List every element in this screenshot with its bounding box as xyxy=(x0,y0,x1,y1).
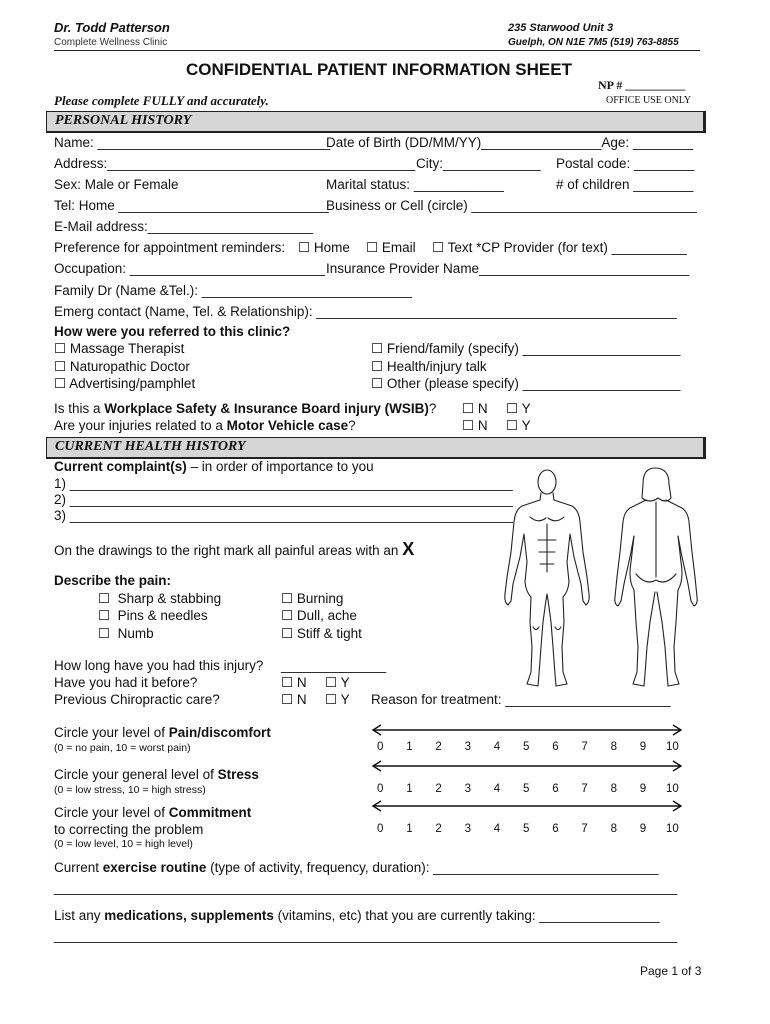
checkbox-icon[interactable]: ☐ xyxy=(506,418,519,433)
drawings-instruction: On the drawings to the right mark all painful areas with an X xyxy=(54,539,415,559)
scale-number[interactable]: 1 xyxy=(406,823,413,835)
checkbox-icon[interactable]: ☐ xyxy=(298,240,311,255)
page-number: Page 1 of 3 xyxy=(640,964,702,978)
pain-scale-arrow xyxy=(371,724,683,736)
scale-number[interactable]: 10 xyxy=(666,783,679,795)
had-before-no-option[interactable]: ☐ N xyxy=(281,675,307,690)
exercise-field[interactable]: Current exercise routine (type of activity, frequency, duration): ______________________________ xyxy=(54,860,659,875)
body-drawing-front-back[interactable] xyxy=(500,462,705,692)
checkbox-icon[interactable]: ☐ xyxy=(371,376,384,391)
np-number-field: NP # __________ xyxy=(598,78,686,92)
pain-numb-option[interactable]: ☐ Numb xyxy=(98,626,154,641)
clinic-name: Complete Wellness Clinic xyxy=(54,37,168,48)
insurance-field[interactable]: Insurance Provider Name____________________________ xyxy=(326,261,690,276)
checkbox-icon[interactable]: ☐ xyxy=(506,401,519,416)
section-current-health-history xyxy=(46,437,706,459)
referral-naturopathic[interactable]: ☐ Naturopathic Doctor xyxy=(54,359,190,374)
wsib-yes-option[interactable]: ☐ Y xyxy=(506,401,531,416)
checkbox-icon[interactable]: ☐ xyxy=(281,591,294,606)
wsib-no-option[interactable]: ☐ N xyxy=(462,401,488,416)
family-doctor-field[interactable]: Family Dr (Name &Tel.): ____________________________ xyxy=(54,283,412,298)
checkbox-icon[interactable]: ☐ xyxy=(54,359,67,374)
checkbox-icon[interactable]: ☐ xyxy=(281,675,294,690)
medications-field[interactable]: List any medications, supplements (vitamins, etc) that you are currently taking: ________________ xyxy=(54,908,660,923)
reminder-email-option[interactable]: ☐ Email xyxy=(366,240,416,255)
referral-question: How were you referred to this clinic? xyxy=(54,324,291,339)
previous-chiro-question: Previous Chiropractic care? xyxy=(54,692,220,707)
stress-scale-arrow xyxy=(371,760,683,772)
checkbox-icon[interactable]: ☐ xyxy=(371,359,384,374)
pain-scale-note: (0 = no pain, 10 = worst pain) xyxy=(54,742,191,754)
clinic-address: 235 Starwood Unit 3 xyxy=(508,22,614,34)
referral-advertising[interactable]: ☐ Advertising/pamphlet xyxy=(54,376,196,391)
referral-other[interactable]: ☐ Other (please specify) _____________________ xyxy=(371,376,681,391)
scale-number[interactable]: 8 xyxy=(610,741,617,753)
dob-age-field[interactable]: Date of Birth (DD/MM/YY)________________Age: ________ xyxy=(326,135,693,150)
complaint-label: Current complaint(s) – in order of importance to you xyxy=(54,459,374,474)
had-before-question: Have you had it before? xyxy=(54,675,198,690)
reminder-home-option[interactable]: ☐ Home xyxy=(298,240,350,255)
scale-number[interactable]: 1 xyxy=(406,783,413,795)
referral-health-talk[interactable]: ☐ Health/injury talk xyxy=(371,359,487,374)
checkbox-icon[interactable]: ☐ xyxy=(54,341,67,356)
pain-pins-option[interactable]: ☐ Pins & needles xyxy=(98,608,208,623)
checkbox-icon[interactable]: ☐ xyxy=(366,240,379,255)
checkbox-icon[interactable]: ☐ xyxy=(98,591,111,606)
checkbox-icon[interactable]: ☐ xyxy=(432,240,445,255)
previous-chiro-no-option[interactable]: ☐ N xyxy=(281,692,307,707)
mva-no-option[interactable]: ☐ N xyxy=(462,418,488,433)
commitment-scale-note: (0 = low level, 10 = high level) xyxy=(54,838,193,850)
referral-massage[interactable]: ☐ Massage Therapist xyxy=(54,341,185,356)
checkbox-icon[interactable]: ☐ xyxy=(325,675,338,690)
front-body-figure xyxy=(505,470,589,686)
describe-pain-label: Describe the pain: xyxy=(54,573,172,588)
checkbox-icon[interactable]: ☐ xyxy=(281,692,294,707)
checkbox-icon[interactable]: ☐ xyxy=(281,626,294,641)
scale-number[interactable]: 7 xyxy=(581,783,588,795)
how-long-field[interactable]: ______________ xyxy=(281,658,387,673)
checkbox-icon[interactable]: ☐ xyxy=(325,692,338,707)
scale-number[interactable]: 8 xyxy=(610,823,617,835)
checkbox-icon[interactable]: ☐ xyxy=(462,401,475,416)
scale-number[interactable]: 3 xyxy=(464,783,471,795)
scale-number[interactable]: 4 xyxy=(493,783,501,795)
medications-line-2[interactable]: ___________________________________________________________________________________ xyxy=(54,928,678,943)
scale-number[interactable]: 5 xyxy=(523,783,530,795)
commitment-scale-line2: to correcting the problem xyxy=(54,822,204,837)
scale-number[interactable]: 5 xyxy=(523,823,530,835)
complaint-line-1[interactable]: 1) ___________________________________________________________ xyxy=(54,476,513,491)
page-title: CONFIDENTIAL PATIENT INFORMATION SHEET xyxy=(186,60,572,79)
pain-scale-label: Circle your level of Pain/discomfort xyxy=(54,725,271,740)
reminder-text-option[interactable]: ☐ Text *CP Provider (for text) __________ xyxy=(432,240,687,255)
scale-number[interactable]: 5 xyxy=(523,741,530,753)
mva-question: Are your injuries related to a Motor Vehicle case? xyxy=(54,418,356,433)
scale-number[interactable]: 7 xyxy=(581,823,588,835)
section-title: PERSONAL HISTORY xyxy=(55,113,192,128)
scale-number[interactable]: 2 xyxy=(435,741,442,753)
marital-status-field[interactable]: Marital status: ____________ xyxy=(326,177,504,192)
emergency-contact-field[interactable]: Emerg contact (Name, Tel. & Relationship): ________________________________________________ xyxy=(54,304,677,319)
tel-home-field[interactable]: Tel: Home ____________________________ xyxy=(54,198,329,213)
back-body-figure xyxy=(615,468,697,686)
name-field[interactable]: Name: _______________________________ xyxy=(54,135,331,150)
checkbox-icon[interactable]: ☐ xyxy=(98,608,111,623)
scale-number[interactable]: 7 xyxy=(581,741,588,753)
instruction-text: Please complete FULLY and accurately. xyxy=(54,93,269,108)
commitment-scale-arrow xyxy=(371,800,683,812)
doctor-name: Dr. Todd Patterson xyxy=(54,20,170,35)
checkbox-icon[interactable]: ☐ xyxy=(462,418,475,433)
clinic-city-phone: Guelph, ON N1E 7M5 (519) 763-8855 xyxy=(508,37,679,48)
complaint-line-2[interactable]: 2) ___________________________________________________________ xyxy=(54,492,513,507)
scale-number[interactable]: 0 xyxy=(377,741,384,753)
office-use-label: OFFICE USE ONLY xyxy=(606,95,692,106)
reason-field[interactable]: Reason for treatment: ______________________ xyxy=(371,692,671,707)
wsib-question: Is this a Workplace Safety & Insurance Board injury (WSIB)? xyxy=(54,401,437,416)
occupation-field[interactable]: Occupation: __________________________ xyxy=(54,261,326,276)
scale-number[interactable]: 4 xyxy=(493,823,501,835)
scale-number[interactable]: 3 xyxy=(464,741,471,753)
complaint-line-3[interactable]: 3) ___________________________________________________________ xyxy=(54,508,513,523)
business-cell-field[interactable]: Business or Cell (circle) ______________________________ xyxy=(326,198,697,213)
scale-number[interactable]: 0 xyxy=(377,823,384,835)
checkbox-icon[interactable]: ☐ xyxy=(281,608,294,623)
scale-number[interactable]: 2 xyxy=(435,783,442,795)
checkbox-icon[interactable]: ☐ xyxy=(54,376,67,391)
scale-number[interactable]: 9 xyxy=(639,741,647,753)
pain-burning-option[interactable]: ☐ Burning xyxy=(281,591,344,606)
scale-number[interactable]: 6 xyxy=(552,823,559,835)
exercise-line-2[interactable]: ___________________________________________________________________________________ xyxy=(54,880,678,895)
pain-stiff-option[interactable]: ☐ Stiff & tight xyxy=(281,626,362,641)
section-title: CURRENT HEALTH HISTORY xyxy=(55,439,246,454)
checkbox-icon[interactable]: ☐ xyxy=(98,626,111,641)
referral-friend[interactable]: ☐ Friend/family (specify) _____________________ xyxy=(371,341,681,356)
postal-code-field[interactable]: Postal code: ________ xyxy=(556,156,695,171)
scale-number[interactable]: 6 xyxy=(552,783,559,795)
scale-number[interactable]: 1 xyxy=(406,741,413,753)
scale-number[interactable]: 9 xyxy=(639,823,647,835)
scale-number[interactable]: 8 xyxy=(610,783,617,795)
commitment-scale-label: Circle your level of Commitment xyxy=(54,805,252,820)
scale-number[interactable]: 10 xyxy=(666,823,679,835)
previous-chiro-yes-option[interactable]: ☐ Y xyxy=(325,692,350,707)
scale-number[interactable]: 2 xyxy=(435,823,442,835)
reminders-label: Preference for appointment reminders: xyxy=(54,240,286,255)
pain-sharp-option[interactable]: ☐ Sharp & stabbing xyxy=(98,591,222,606)
email-field[interactable]: E-Mail address:______________________ xyxy=(54,219,313,234)
children-field[interactable]: # of children ________ xyxy=(556,177,694,192)
header-rule xyxy=(54,50,700,51)
pain-dull-option[interactable]: ☐ Dull, ache xyxy=(281,608,357,623)
scale-number[interactable]: 0 xyxy=(377,783,384,795)
section-personal-history xyxy=(46,111,706,133)
had-before-yes-option[interactable]: ☐ Y xyxy=(325,675,350,690)
scale-number[interactable]: 9 xyxy=(639,783,647,795)
stress-scale-label: Circle your general level of Stress xyxy=(54,767,259,782)
checkbox-icon[interactable]: ☐ xyxy=(371,341,384,356)
scale-number[interactable]: 3 xyxy=(464,823,471,835)
sex-field[interactable]: Sex: Male or Female xyxy=(54,177,179,192)
address-field[interactable]: Address:_________________________________________ xyxy=(54,156,416,171)
scale-number[interactable]: 6 xyxy=(552,741,559,753)
scale-number[interactable]: 10 xyxy=(666,741,679,753)
mva-yes-option[interactable]: ☐ Y xyxy=(506,418,531,433)
city-field[interactable]: City:_____________ xyxy=(416,156,541,171)
scale-number[interactable]: 4 xyxy=(493,741,501,753)
how-long-question: How long have you had this injury? xyxy=(54,658,264,673)
stress-scale-note: (0 = low stress, 10 = high stress) xyxy=(54,784,206,796)
